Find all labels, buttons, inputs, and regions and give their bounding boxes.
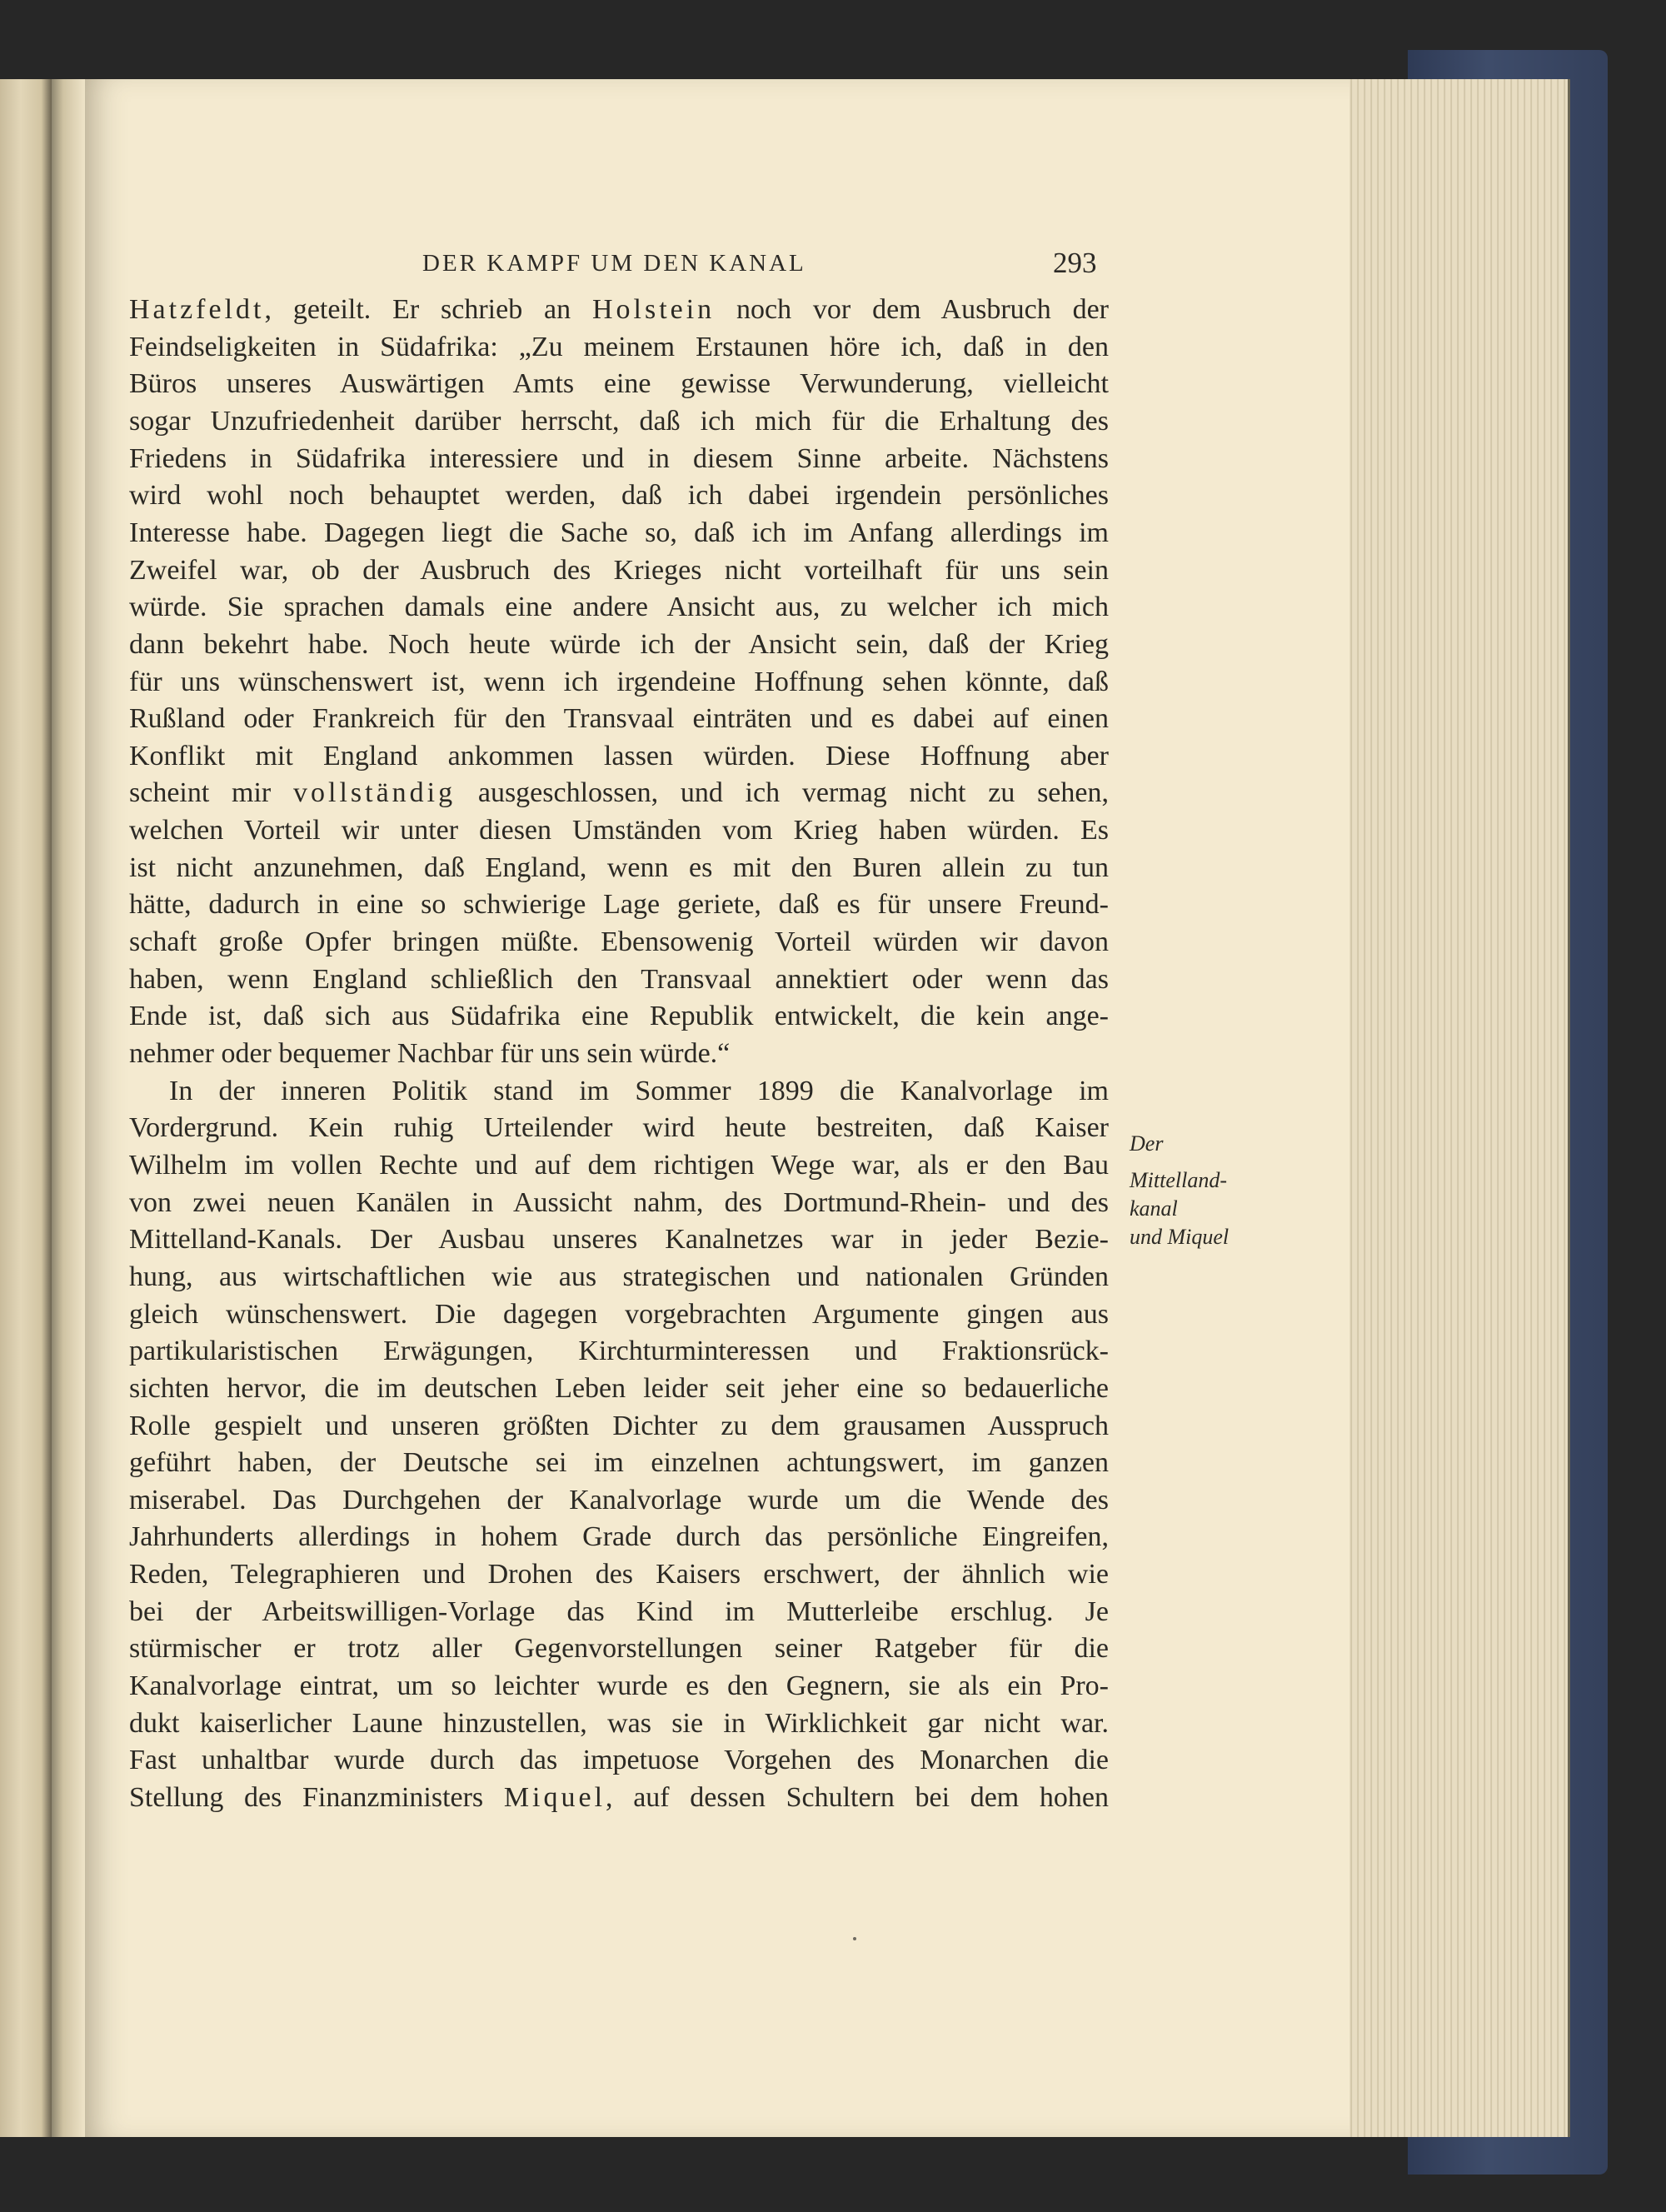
text-line: haben, wenn England schließlich den Transvaal annektiert oder wenn das (129, 963, 1109, 995)
page-number: 293 (1053, 247, 1097, 279)
text-line: Feindseligkeiten in Südafrika: „Zu meinem Erstaunen höre ich, daß in den (129, 331, 1109, 362)
text-line: geführt haben, der Deutsche sei im einzelnen achtungswert, im ganzen (129, 1447, 1109, 1479)
text-line: wird wohl noch behauptet werden, daß ich dabei irgendein persönliches (129, 480, 1109, 512)
spaced-emphasis: Miquel (503, 1782, 606, 1813)
running-head: DER KAMPF UM DEN KANAL (422, 250, 806, 277)
text-line: nehmer oder bequemer Nachbar für uns sein würde.“ (129, 1038, 731, 1069)
margin-note-line-4: und Miquel (1130, 1225, 1230, 1249)
text-run: ausgeschlossen, und ich vermag nicht zu sehen, (456, 777, 1109, 809)
text-line: In der inneren Politik stand im Sommer 1899 die Kanalvorlage im (169, 1075, 1109, 1106)
page-gutter (52, 79, 85, 2137)
text-line (129, 776, 1109, 810)
text-line: Reden, Telegraphieren und Drohen des Kaisers erschwert, der ähnlich wie (129, 1559, 1109, 1590)
spaced-emphasis: Hatzfeldt (129, 294, 265, 325)
text-run: Stellung des Finanzministers (129, 1782, 504, 1813)
spaced-emphasis: Holstein (591, 294, 716, 325)
margin-note-line-1: Der (1130, 1131, 1164, 1156)
text-line: würde. Sie sprachen damals eine andere Ansicht aus, zu welcher ich mich (129, 592, 1109, 623)
text-line: von zwei neuen Kanälen in Aussicht nahm, des Dortmund-Rhein- und des (129, 1186, 1109, 1218)
text-line: Fast unhaltbar wurde durch das impetuose Vorgehen des Monarchen die (129, 1745, 1109, 1776)
text-line: schaft große Opfer bringen müßte. Ebensowenig Vorteil würden wir davon (129, 926, 1109, 958)
text-line: stürmischer er trotz aller Gegenvorstellungen seiner Ratgeber für die (129, 1633, 1109, 1665)
text-line: hung, aus wirtschaftlichen wie aus strategischen und nationalen Gründen (129, 1261, 1109, 1292)
page-edges (1333, 79, 1570, 2137)
text-line: bei der Arbeitswilligen-Vorlage das Kind im Mutterleibe erschlug. Je (129, 1595, 1109, 1627)
margin-note-line-2: Mittelland- (1130, 1168, 1227, 1192)
text-line: Friedens in Südafrika interessiere und in diesem Sinne arbeite. Nächstens (129, 442, 1109, 474)
text-line: hätte, dadurch in eine so schwierige Lage geriete, daß es für unsere Freund- (129, 889, 1109, 921)
text-line: Ende ist, daß sich aus Südafrika eine Republik entwickelt, die kein ange- (129, 1001, 1109, 1032)
text-run: , geteilt. Er schrieb an (264, 294, 592, 325)
text-line: Wilhelm im vollen Rechte und auf dem richtigen Wege war, als er den Bau (129, 1149, 1109, 1181)
text-line (129, 293, 1109, 327)
text-line: sogar Unzufriedenheit darüber herrscht, daß ich mich für die Erhaltung des (129, 405, 1109, 437)
ink-speck (853, 1937, 856, 1940)
text-line: miserabel. Das Durchgehen der Kanalvorlage wurde um die Wende des (129, 1484, 1109, 1515)
text-line: Büros unseres Auswärtigen Amts eine gewisse Verwunderung, vielleicht (129, 368, 1109, 400)
text-run: , auf dessen Schultern bei dem hohen (606, 1782, 1109, 1813)
text-line: für uns wünschenswert ist, wenn ich irgendeine Hoffnung sehen könnte, daß (129, 666, 1109, 697)
text-line (129, 1781, 1109, 1815)
text-line: Jahrhunderts allerdings in hohem Grade durch das persönliche Eingreifen, (129, 1521, 1109, 1553)
text-line: dukt kaiserlicher Laune hinzustellen, was sie in Wirklichkeit gar nicht war. (129, 1707, 1109, 1739)
text-line: Interesse habe. Dagegen liegt die Sache so, daß ich im Anfang allerdings im (129, 517, 1109, 548)
spaced-emphasis: vollständig (293, 777, 456, 809)
text-run: scheint mir (129, 777, 293, 809)
text-line: dann bekehrt habe. Noch heute würde ich der Ansicht sein, daß der Krieg (129, 628, 1109, 660)
margin-note-line-3: kanal (1130, 1196, 1178, 1221)
text-line: Rolle gespielt und unseren größten Dichter zu dem grausamen Ausspruch (129, 1410, 1109, 1441)
left-page-edge (0, 79, 52, 2137)
text-line: gleich wünschenswert. Die dagegen vorgebrachten Argumente gingen aus (129, 1298, 1109, 1330)
text-line: Kanalvorlage eintrat, um so leichter wurde es den Gegnern, sie als ein Pro- (129, 1670, 1109, 1702)
text-line: welchen Vorteil wir unter diesen Umständen vom Krieg haben würden. Es (129, 815, 1109, 846)
text-line: Zweifel war, ob der Ausbruch des Krieges nicht vorteilhaft für uns sein (129, 554, 1109, 586)
text-line: ist nicht anzunehmen, daß England, wenn es mit den Buren allein zu tun (129, 851, 1109, 883)
text-line: sichten hervor, die im deutschen Leben leider seit jeher eine so bedauerliche (129, 1372, 1109, 1404)
text-line: Mittelland-Kanals. Der Ausbau unseres Kanalnetzes war in jeder Bezie- (129, 1224, 1109, 1256)
text-line: partikularistischen Erwägungen, Kirchturminteressen und Fraktionsrück- (129, 1336, 1109, 1367)
text-line: Rußland oder Frankreich für den Transvaal einträten und es dabei auf einen (129, 703, 1109, 735)
text-run: noch vor dem Ausbruch der (715, 294, 1109, 325)
text-line: Konflikt mit England ankommen lassen würden. Diese Hoffnung aber (129, 740, 1109, 771)
text-line: Vordergrund. Kein ruhig Urteilender wird heute bestreiten, daß Kaiser (129, 1112, 1109, 1144)
